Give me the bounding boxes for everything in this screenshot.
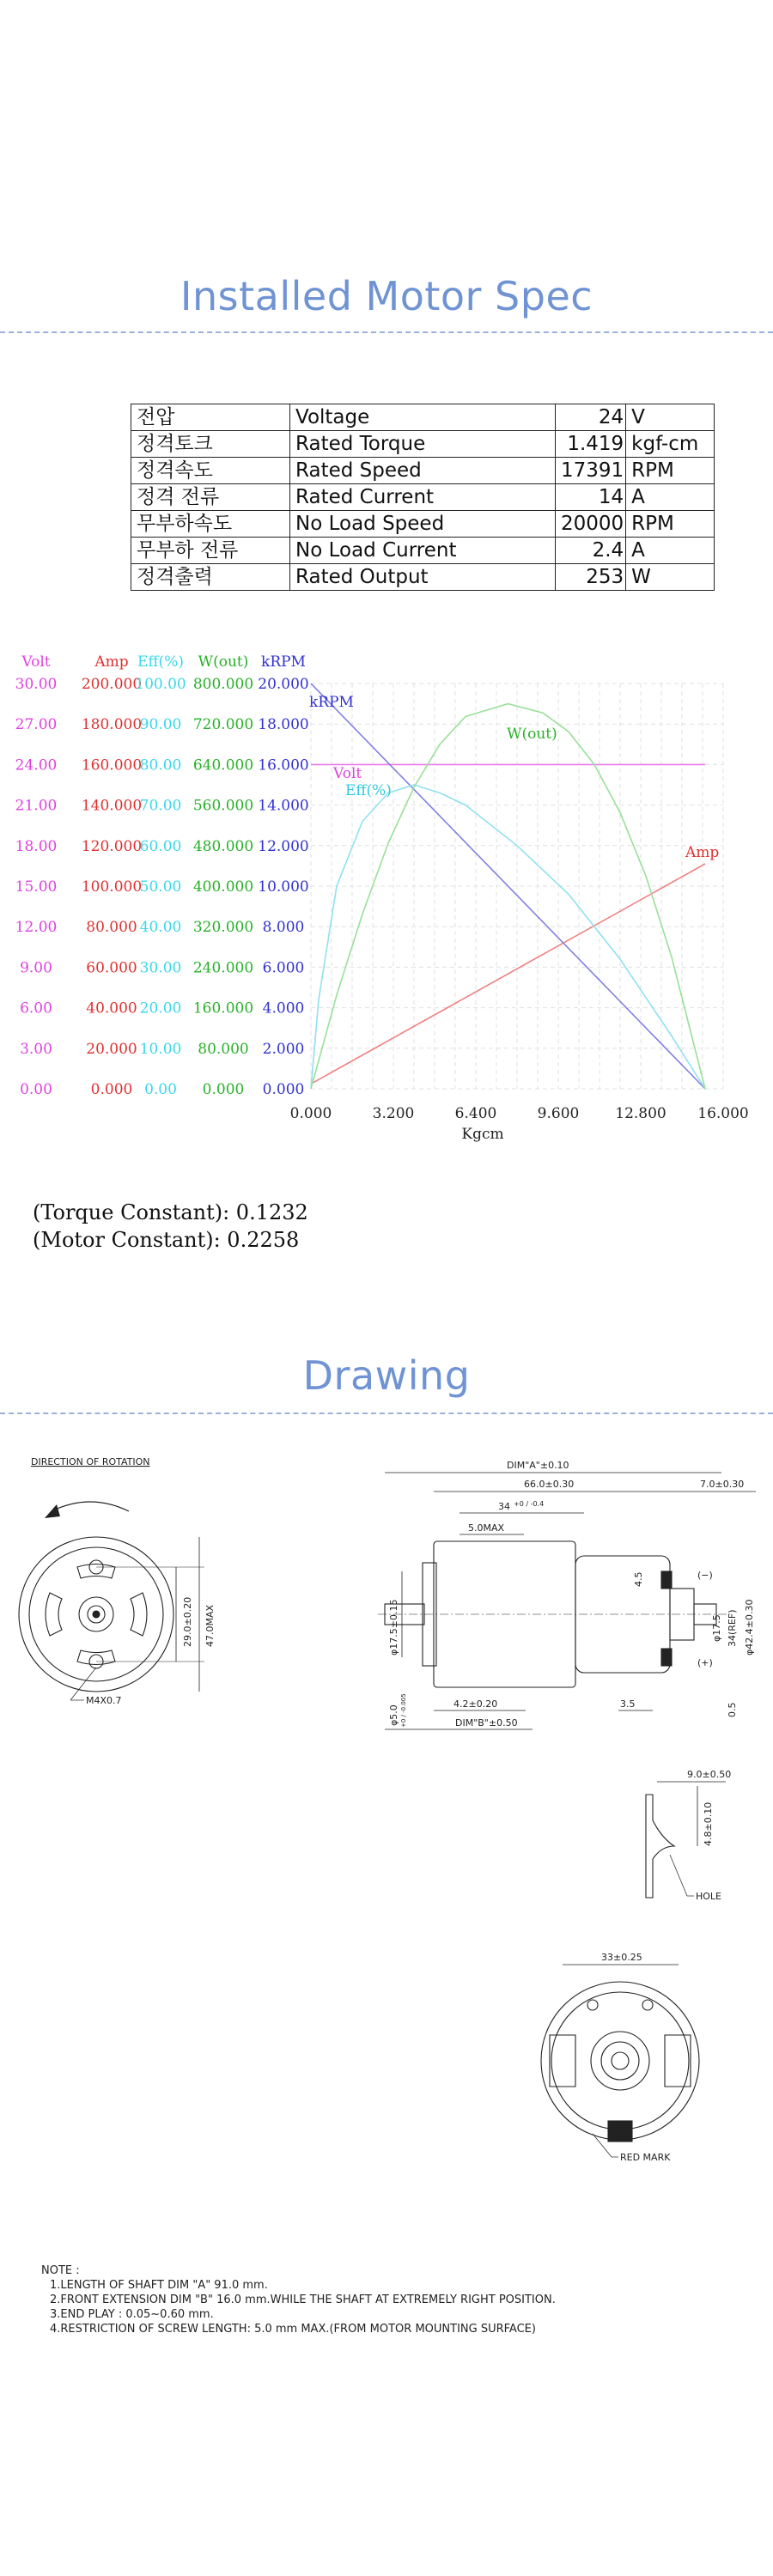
note-3: 3.END PLAY : 0.05~0.60 mm. xyxy=(50,2308,214,2321)
dim-9-0-label: 9.0±0.50 xyxy=(687,1769,732,1780)
axis-header: Volt xyxy=(21,653,51,671)
dim-5-0-label: φ5.0 xyxy=(388,1704,399,1726)
spec-row xyxy=(131,511,715,538)
drawing-section-divider xyxy=(0,1413,773,1414)
axis-tick-label: 80.000 xyxy=(198,1040,249,1058)
spec-value: 253 xyxy=(556,564,626,591)
axis-tick-label: 100.000 xyxy=(81,878,143,896)
rear-terminal-right xyxy=(642,2000,653,2010)
note-1: 1.LENGTH OF SHAFT DIM "A" 91.0 mm. xyxy=(50,2279,268,2292)
spec-korean-label: 정격출력 xyxy=(131,564,290,591)
axis-tick-label: 30.00 xyxy=(15,676,58,693)
axis-header: Amp xyxy=(94,653,129,671)
hole-detail-view xyxy=(646,1769,731,1902)
dim-34-tolerance: +0 / -0.4 xyxy=(514,1500,545,1508)
spec-korean-label: 정격 전류 xyxy=(131,484,290,511)
front-slot-bottom xyxy=(77,1650,115,1665)
spec-row xyxy=(131,484,715,511)
spec-value: 14 xyxy=(556,484,626,511)
axis-tick-label: 18.00 xyxy=(15,837,58,855)
rear-hub-inner xyxy=(612,2052,629,2069)
red-mark-label: RED MARK xyxy=(620,2152,671,2163)
axis-tick-label: 400.000 xyxy=(192,878,254,896)
axis-tick-label: 160.000 xyxy=(192,999,254,1018)
axis-tick-label: 3.00 xyxy=(20,1040,52,1058)
front-slot-top xyxy=(77,1564,115,1579)
dim-66-label: 66.0±0.30 xyxy=(524,1479,575,1490)
axis-header: W(out) xyxy=(198,653,249,671)
axis-tick-label: 24.00 xyxy=(15,756,58,775)
performance-chart xyxy=(0,635,773,1168)
series-line-amp xyxy=(311,864,705,1084)
axis-tick-label: 70.00 xyxy=(139,797,182,815)
series-label: Amp xyxy=(685,844,720,861)
hole-detail-body xyxy=(646,1795,674,1898)
axis-tick-label: 140.000 xyxy=(81,797,143,815)
dim-34-label: 34 xyxy=(498,1501,510,1512)
dim-5-0-tolerance: +0 / -0.005 xyxy=(400,1693,407,1728)
front-slot-left xyxy=(46,1593,62,1636)
axis-tick-label: 90.00 xyxy=(139,716,182,734)
series-line-eff xyxy=(311,785,705,1089)
dim-a-label: DIM"A"±0.10 xyxy=(507,1460,569,1471)
axis-tick-label: 4.000 xyxy=(262,999,305,1018)
spec-section-divider xyxy=(0,331,773,333)
direction-of-rotation-label: DIRECTION OF ROTATION xyxy=(31,1456,150,1467)
axis-header: kRPM xyxy=(261,653,306,671)
front-shaft xyxy=(93,1611,100,1618)
x-tick-label: 12.800 xyxy=(615,1105,666,1122)
dim-b-label: DIM"B"±0.50 xyxy=(455,1717,518,1728)
torque-constant: (Torque Constant): 0.1232 xyxy=(33,1200,308,1224)
axis-tick-label: 320.000 xyxy=(192,919,254,937)
axis-tick-label: 14.000 xyxy=(258,797,309,815)
axis-tick-label: 27.00 xyxy=(15,716,58,734)
axis-tick-label: 480.000 xyxy=(192,837,254,855)
axis-tick-label: 200.000 xyxy=(81,676,143,693)
axis-tick-label: 20.000 xyxy=(258,676,309,693)
spec-value: 1.419 xyxy=(556,431,626,458)
spec-row xyxy=(131,538,715,564)
spec-unit: V xyxy=(626,404,715,431)
rear-inner-circle xyxy=(551,1992,689,2129)
spec-english-label: Rated Speed xyxy=(290,458,556,484)
dim-4-8-label: 4.8±0.10 xyxy=(703,1801,714,1846)
front-slot-right xyxy=(131,1593,147,1636)
drawing-notes xyxy=(41,2264,556,2336)
spec-english-label: Voltage xyxy=(290,404,556,431)
spec-english-label: No Load Current xyxy=(290,538,556,564)
dim-4-5-label: 4.5 xyxy=(633,1571,644,1587)
axis-tick-label: 560.000 xyxy=(192,797,254,815)
axis-header: Eff(%) xyxy=(137,653,184,671)
series-label: W(out) xyxy=(507,726,557,743)
axis-tick-label: 640.000 xyxy=(192,756,254,775)
spec-row xyxy=(131,404,715,431)
x-tick-label: 6.400 xyxy=(454,1105,497,1122)
axis-tick-label: 6.000 xyxy=(262,959,305,977)
spec-unit: RPM xyxy=(626,458,715,484)
spec-table xyxy=(131,404,715,591)
axis-tick-label: 15.00 xyxy=(15,878,58,896)
spec-unit: kgf-cm xyxy=(626,431,715,458)
spec-korean-label: 무부하속도 xyxy=(131,511,290,538)
spec-value: 20000 xyxy=(556,511,626,538)
axis-tick-label: 800.000 xyxy=(192,676,254,693)
dim-4-2-label: 4.2±0.20 xyxy=(453,1698,498,1710)
motor-constant: (Motor Constant): 0.2258 xyxy=(33,1228,300,1252)
spec-section-title: Installed Motor Spec xyxy=(180,273,593,319)
axis-tick-label: 0.00 xyxy=(20,1081,52,1098)
rear-hub-mid xyxy=(601,2042,639,2080)
spec-unit: A xyxy=(626,484,715,511)
axis-tick-label: 0.000 xyxy=(262,1081,305,1098)
axis-tick-label: 240.000 xyxy=(192,959,254,977)
dim-7-label: 7.0±0.30 xyxy=(700,1479,745,1490)
axis-tick-label: 10.00 xyxy=(139,1040,182,1058)
axis-tick-label: 6.00 xyxy=(20,999,52,1018)
spec-value: 17391 xyxy=(556,458,626,484)
spec-row xyxy=(131,458,715,484)
spec-english-label: Rated Current xyxy=(290,484,556,511)
dim-33-label: 33±0.25 xyxy=(601,1952,642,1963)
x-tick-label: 0.000 xyxy=(289,1105,332,1122)
spec-row xyxy=(131,564,715,591)
axis-tick-label: 100.00 xyxy=(135,676,186,693)
axis-tick-label: 180.000 xyxy=(81,716,143,734)
axis-tick-label: 2.000 xyxy=(262,1040,305,1058)
dim-0-5-label: 0.5 xyxy=(727,1702,738,1717)
red-mark-terminal xyxy=(608,2121,632,2142)
motor-technical-drawing xyxy=(0,1443,773,2456)
x-tick-label: 16.000 xyxy=(697,1105,749,1122)
spec-korean-label: 정격토크 xyxy=(131,431,290,458)
axis-tick-label: 120.000 xyxy=(81,837,143,855)
axis-tick-label: 9.00 xyxy=(20,959,52,977)
spec-korean-label: 정격속도 xyxy=(131,458,290,484)
axis-tick-label: 10.000 xyxy=(258,878,309,896)
dim-17-5-right-label: φ17.5 xyxy=(711,1614,722,1642)
note-2: 2.FRONT EXTENSION DIM "B" 16.0 mm.WHILE THE SHAFT AT EXTREMELY RIGHT POSITION. xyxy=(50,2293,556,2306)
axis-tick-label: 60.000 xyxy=(86,959,137,977)
axis-tick-label: 30.00 xyxy=(139,959,182,977)
axis-tick-label: 20.000 xyxy=(86,1040,137,1058)
axis-tick-label: 60.00 xyxy=(139,837,182,855)
axis-tick-label: 18.000 xyxy=(258,716,309,734)
axis-tick-label: 12.00 xyxy=(15,919,58,937)
dim-29-label: 29.0±0.20 xyxy=(182,1596,193,1647)
dim-34ref-label: 34(REF) xyxy=(727,1609,738,1647)
axis-tick-label: 8.000 xyxy=(262,919,305,937)
axis-tick-label: 80.00 xyxy=(139,756,182,775)
rear-terminal-left xyxy=(587,2000,598,2010)
spec-english-label: Rated Output xyxy=(290,564,556,591)
axis-tick-label: 12.000 xyxy=(258,837,309,855)
axis-tick-label: 16.000 xyxy=(258,756,309,775)
axis-tick-label: 0.000 xyxy=(202,1081,245,1098)
spec-unit: W xyxy=(626,564,715,591)
axis-tick-label: 0.00 xyxy=(144,1081,177,1098)
hole-leader xyxy=(670,1855,687,1896)
series-label: Volt xyxy=(333,765,362,782)
axis-tick-label: 160.000 xyxy=(81,756,143,775)
dim-3-5-label: 3.5 xyxy=(620,1698,636,1710)
dim-5max-label: 5.0MAX xyxy=(468,1522,505,1534)
m4-label: M4X0.7 xyxy=(86,1695,122,1706)
dim-47-label: 47.0MAX xyxy=(204,1604,216,1647)
spec-english-label: Rated Torque xyxy=(290,431,556,458)
side-view xyxy=(378,1460,756,1729)
dim-pos-label: (+) xyxy=(697,1657,713,1668)
rear-outer-circle xyxy=(541,1982,699,2140)
series-label: kRPM xyxy=(309,694,354,711)
axis-tick-label: 40.00 xyxy=(139,919,182,937)
note-heading: NOTE : xyxy=(41,2264,80,2277)
dim-17-5-left-label: φ17.5±0.15 xyxy=(388,1599,399,1656)
rotation-arrow-head xyxy=(45,1504,60,1518)
series-label: Eff(%) xyxy=(345,782,392,799)
x-tick-label: 9.600 xyxy=(537,1105,580,1122)
axis-tick-label: 0.000 xyxy=(90,1081,133,1098)
axis-tick-label: 40.000 xyxy=(86,999,137,1018)
dim-42-4-label: φ42.4±0.30 xyxy=(744,1599,755,1656)
drawing-section-title: Drawing xyxy=(302,1352,471,1399)
x-axis-label: Kgcm xyxy=(461,1126,504,1143)
hole-label: HOLE xyxy=(696,1891,722,1902)
dim-neg-label: (−) xyxy=(697,1570,713,1581)
spec-unit: RPM xyxy=(626,511,715,538)
x-tick-label: 3.200 xyxy=(372,1105,415,1122)
spec-korean-label: 무부하 전류 xyxy=(131,538,290,564)
spec-row xyxy=(131,431,715,458)
spec-unit: A xyxy=(626,538,715,564)
axis-tick-label: 50.00 xyxy=(139,878,182,896)
axis-tick-label: 21.00 xyxy=(15,797,58,815)
spec-value: 2.4 xyxy=(556,538,626,564)
rotation-arrow xyxy=(52,1502,129,1511)
terminal-top xyxy=(661,1571,672,1589)
spec-english-label: No Load Speed xyxy=(290,511,556,538)
rear-hub-outer xyxy=(591,2032,649,2090)
spec-value: 24 xyxy=(556,404,626,431)
front-view xyxy=(19,1456,216,1706)
axis-tick-label: 20.00 xyxy=(139,999,182,1018)
spec-korean-label: 전압 xyxy=(131,404,290,431)
axis-tick-label: 720.000 xyxy=(192,716,254,734)
rear-view xyxy=(541,1952,699,2163)
terminal-bottom xyxy=(661,1649,672,1666)
axis-tick-label: 80.000 xyxy=(86,919,137,937)
note-4: 4.RESTRICTION OF SCREW LENGTH: 5.0 mm MAX.(FROM MOTOR MOUNTING SURFACE) xyxy=(50,2323,536,2336)
